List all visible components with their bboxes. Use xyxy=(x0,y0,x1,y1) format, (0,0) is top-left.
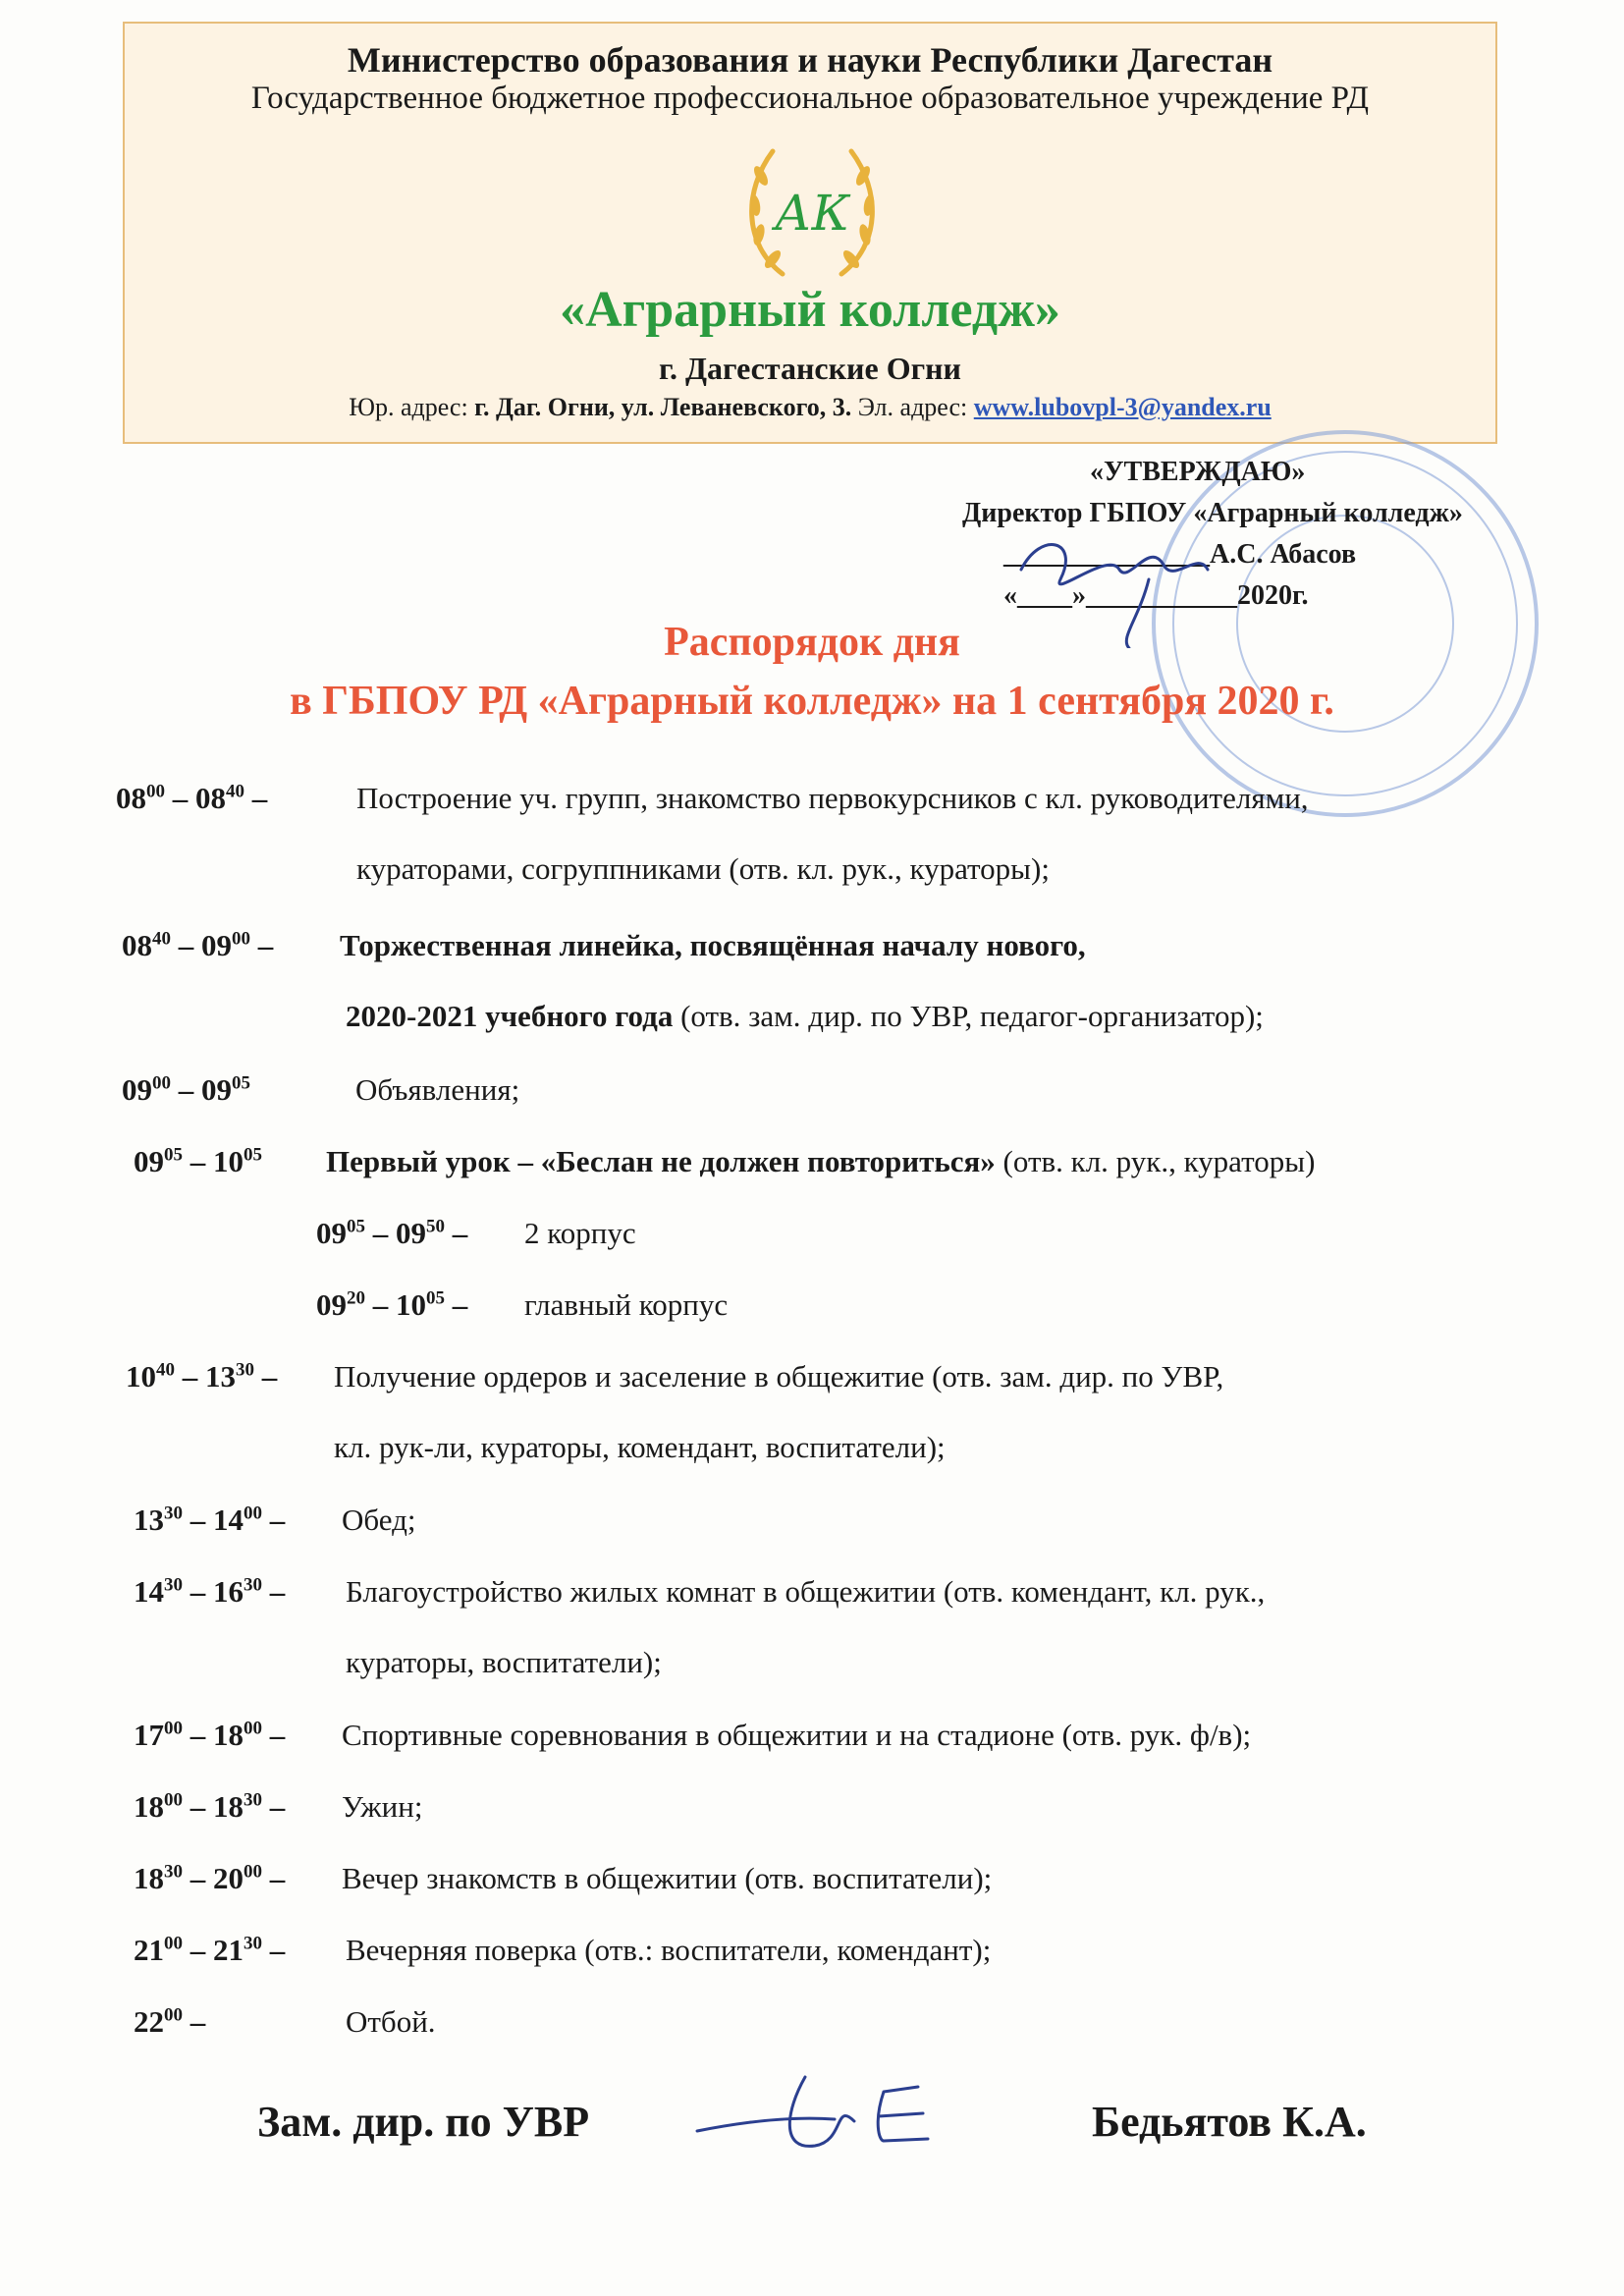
address-label: Юр. адрес: xyxy=(349,393,468,421)
time-range: $14^{30} - 16^{30}$ – xyxy=(134,1574,286,1609)
svg-text:АК: АК xyxy=(774,185,850,242)
activity-text: Ужин; xyxy=(342,1789,423,1824)
activity-text-cont: кл. рук-ли, кураторы, комендант, воспитатели); xyxy=(334,1430,946,1464)
activity-text: Спортивные соревнования в общежитии и на стадионе (отв. рук. ф/в); xyxy=(342,1718,1252,1752)
activity-text: Благоустройство жилых комнат в общежитии (отв. комендант, кл. рук., xyxy=(346,1574,1266,1609)
email-link[interactable]: www.lubovpl-3@yandex.ru xyxy=(973,393,1272,421)
city-name: г. Дагестанские Огни xyxy=(659,351,961,386)
email-label: Эл. адрес: xyxy=(857,393,968,421)
activity-text: Торжественная линейка, посвящённая началу нового, xyxy=(340,928,1086,962)
time-range: $18^{00} - 18^{30}$ – xyxy=(134,1789,286,1824)
document-subtitle: в ГБПОУ РД «Аграрный колледж» на 1 сентября 2020 г. xyxy=(290,679,1334,724)
time-range: $08^{00} - 08^{40}$ – xyxy=(116,781,268,815)
activity-text: главный корпус xyxy=(524,1287,729,1322)
address-line xyxy=(125,393,1495,422)
time-range: $09^{05} - 09^{50}$ – xyxy=(316,1216,468,1250)
approve-heading: «УТВЕРЖДАЮ» xyxy=(1090,457,1306,487)
time-range: $08^{40} - 09^{00}$ – xyxy=(122,928,274,962)
signatory-position: Зам. дир. по УВР xyxy=(257,2098,590,2146)
address-value: г. Даг. Огни, ул. Леваневского, 3. xyxy=(474,393,852,421)
signatory-name: Бедьятов К.А. xyxy=(1092,2098,1367,2146)
document-title: Распорядок дня xyxy=(664,620,960,665)
time-range: $17^{00} - 18^{00}$ – xyxy=(134,1718,286,1752)
activity-text: 2 корпус xyxy=(524,1216,636,1250)
time-range: $09^{20} - 10^{05}$ – xyxy=(316,1287,468,1322)
approver-name: _______________А.С. Абасов xyxy=(1003,539,1357,570)
institution-name: Государственное бюджетное профессиональное образовательное учреждение РД xyxy=(250,81,1370,116)
activity-text: Объявления; xyxy=(355,1072,520,1107)
activity-text: Вечер знакомств в общежитии (отв. воспитатели); xyxy=(342,1861,993,1895)
activity-text-cont: кураторами, согруппниками (отв. кл. рук., кураторы); xyxy=(356,851,1050,886)
time-range: $09^{05} - 10^{05}$ xyxy=(134,1144,262,1178)
time-range: $09^{00} - 09^{05}$ xyxy=(122,1072,250,1107)
time-range: $22^{00}$ – xyxy=(134,2004,206,2039)
activity-text-cont: 2020-2021 учебного года (отв. зам. дир. по УВР, педагог-организатор); xyxy=(346,999,1264,1033)
activity-text: Первый урок – «Беслан не должен повториться» (отв. кл. рук., кураторы) xyxy=(326,1144,1316,1178)
approver-position: Директор ГБПОУ «Аграрный колледж» xyxy=(962,498,1463,528)
activity-text: Обед; xyxy=(342,1503,416,1537)
time-range: $13^{30} - 14^{00}$ – xyxy=(134,1503,286,1537)
activity-text-cont: кураторы, воспитатели); xyxy=(346,1645,662,1679)
college-logo xyxy=(743,137,881,284)
activity-text: Вечерняя поверка (отв.: воспитатели, комендант); xyxy=(346,1933,992,1967)
activity-text: Отбой. xyxy=(346,2004,436,2039)
time-range: $10^{40} - 13^{30}$ – xyxy=(126,1359,278,1394)
time-range: $18^{30} - 20^{00}$ – xyxy=(134,1861,286,1895)
college-name: «Аграрный колледж» xyxy=(560,282,1060,338)
activity-text: Получение ордеров и заселение в общежитие (отв. зам. дир. по УВР, xyxy=(334,1359,1224,1394)
approval-date: «____»___________2020г. xyxy=(1003,580,1309,611)
activity-text: Построение уч. групп, знакомство первокурсников с кл. руководителями, xyxy=(356,781,1309,815)
time-range: $21^{00} - 21^{30}$ – xyxy=(134,1933,286,1967)
deputy-signature xyxy=(687,2062,962,2170)
letterhead xyxy=(123,22,1497,444)
ministry-name: Министерство образования и науки Республики Дагестан xyxy=(347,40,1273,80)
